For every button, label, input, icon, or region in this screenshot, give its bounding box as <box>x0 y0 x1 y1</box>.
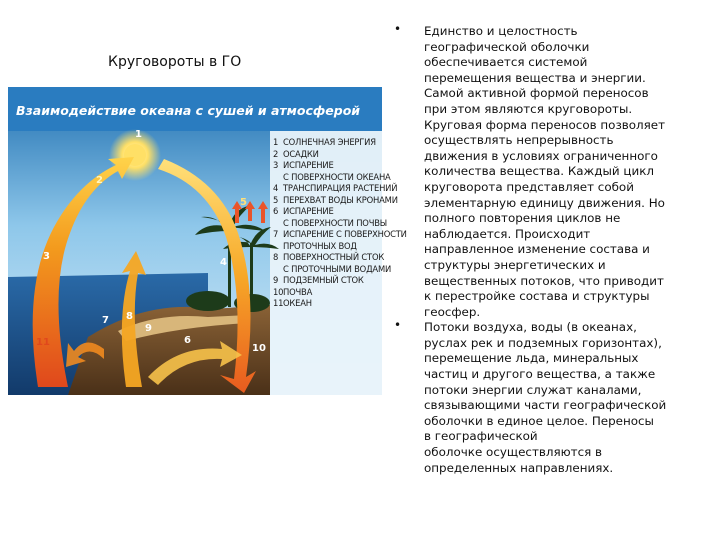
legend-row: 11 ОКЕАН <box>273 298 312 308</box>
legend-row: 2 ОСАДКИ <box>273 148 319 159</box>
label-3: 3 <box>43 251 50 262</box>
legend-row: 8 ПОВЕРХНОСТНЫЙ СТОК <box>273 252 385 262</box>
legend-row: 3 ИСПАРЕНИЕ <box>273 160 334 170</box>
legend-row: 1 СОЛНЕЧНАЯ ЭНЕРГИЯ <box>273 137 376 147</box>
bullet-text: Единство и целостность географической оболочки обеспечивается системой перемещения вещества и энергии. Самой активной формой переносов при этом являются круговороты. Круговая форма переносов позволяет осуществлять непрерывность движения в условиях ограниченного количества вещества. Каждый цикл круговорота представляет собой элементарную единицу движения. Но полного повторения циклов не наблюдается. Происходит направленное изменение состава и структуры энергетических и вещественных потоков, что приводит к перестройке состава и структуры геосфер. <box>424 24 666 319</box>
legend-row: 7 ИСПАРЕНИЕ С ПОВЕРХНОСТИ <box>273 229 407 239</box>
legend-row: 10 ПОЧВА <box>273 286 313 297</box>
interception-arrows <box>232 201 268 223</box>
label-10: 10 <box>252 343 266 354</box>
diagram-heading: Взаимодействие океана с сушей и атмосферой <box>16 103 361 118</box>
label-11: 11 <box>36 337 50 348</box>
legend-row: 6 ИСПАРЕНИЕ <box>273 206 334 216</box>
legend-row: 4 ТРАНСПИРАЦИЯ РАСТЕНИЙ <box>273 183 398 193</box>
label-9: 9 <box>145 323 152 334</box>
label-2: 2 <box>96 175 103 186</box>
label-1: 1 <box>135 129 142 140</box>
slide-title: Круговороты в ГО <box>108 54 242 70</box>
legend-row: 5 ПЕРЕХВАТ ВОДЫ КРОНАМИ <box>273 194 398 205</box>
legend-row: С ПОВЕРХНОСТИ ОКЕАНА <box>283 171 391 182</box>
legend-row: С ПРОТОЧНЫМИ ВОДАМИ <box>283 263 392 274</box>
legend-row: ПРОТОЧНЫХ ВОД <box>283 240 357 251</box>
label-8: 8 <box>126 311 133 322</box>
bullet-item <box>394 24 694 320</box>
legend-row: С ПОВЕРХНОСТИ ПОЧВЫ <box>283 217 387 228</box>
label-4: 4 <box>220 257 227 268</box>
bullet-list <box>394 24 694 476</box>
label-5: 5 <box>240 197 247 208</box>
legend-row: 9 ПОДЗЕМНЫЙ СТОК <box>273 275 364 285</box>
bullet-text: Потоки воздуха, воды (в океанах, руслах рек и подземных горизонтах), перемещение льда, минеральных частиц и другого вещества, а также потоки энергии служат каналами, связывающими части географической оболочки в единое целое. Переносы в географической оболочке осуществляются в определенных направлениях. <box>424 320 667 475</box>
diagram-legend <box>273 137 407 310</box>
label-7: 7 <box>102 315 109 326</box>
bullet-marker: • <box>394 318 402 333</box>
label-6: 6 <box>184 335 191 346</box>
bullet-item <box>394 320 694 476</box>
bullet-marker: • <box>394 22 402 36</box>
